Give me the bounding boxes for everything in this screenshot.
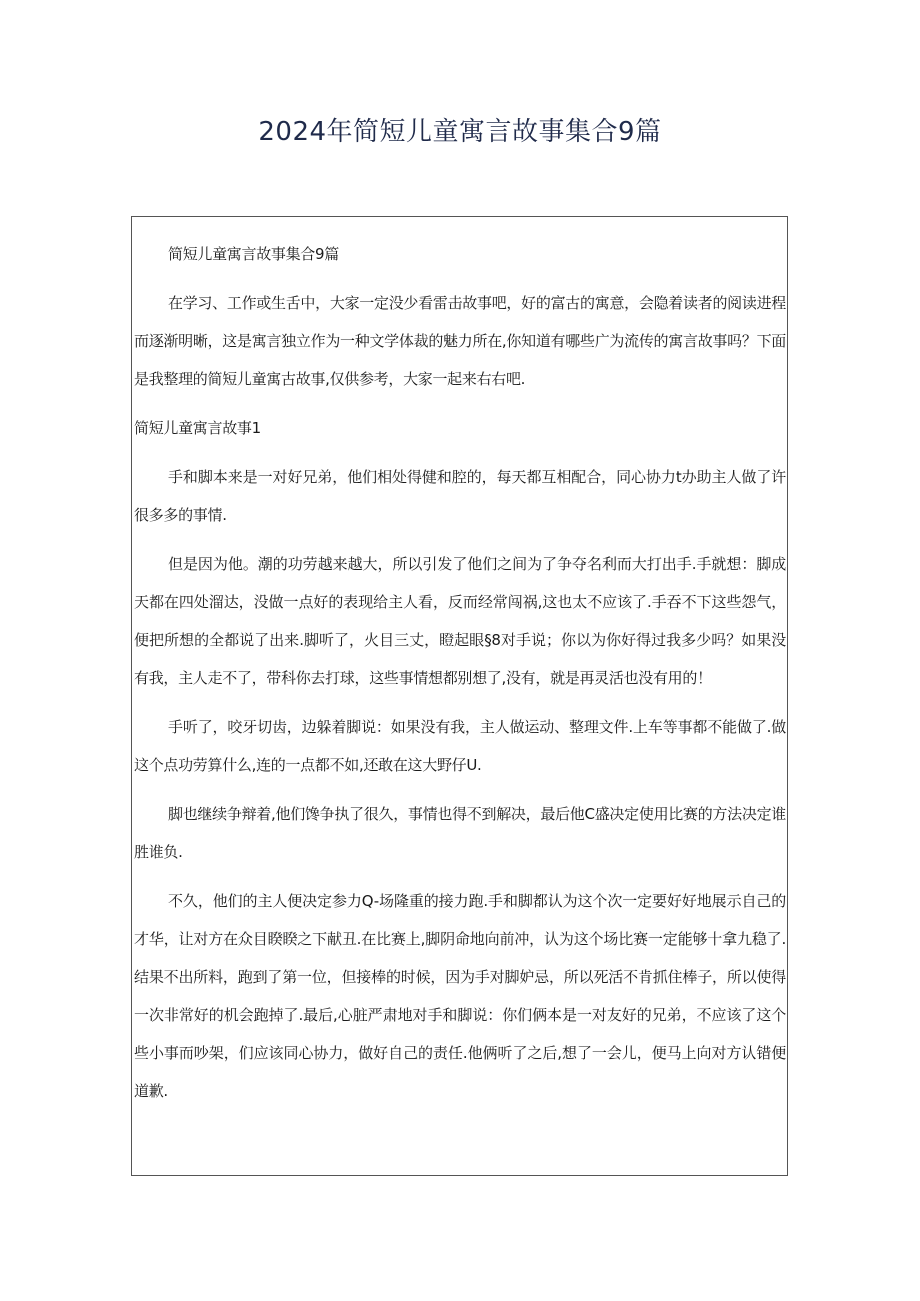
story-paragraph-4: 脚也继续争辩着,他们馋争执了很久，事情也得不到解决，最后他C盛决定使用比赛的方法决定谁胜谁负. [134,805,786,861]
content-box [131,216,788,1176]
story-paragraph-5: 不久，他们的主人便决定参力Q-场隆重的接力跑.手和脚都认为这个次一定要好好地展示自己的才华，让对方在众目睽睽之下献丑.在比赛上,脚阴命地向前冲，认为这个场比赛一定能够十拿九稳了.结果不出所料，跑到了第一位，但接棒的时候，因为手对脚妒忌，所以死活不肯抓住棒子，所以使得一次非常好的机会跑掉了.最后,心脏严肃地对手和脚说：你们俩本是一对友好的兄弟，不应该了这个些小事而吵架，们应该同心协力，做好自己的责任.他俩听了之后,想了一会儿，便马上向对方认错便道歉. [134,892,786,1100]
content-body [134,235,786,1110]
intro-paragraph: 在学习、工作或生舌中，大家一定没少看雷击故事吧，好的富古的寓意，会隐着读者的阅读进程而逐渐明晰，这是寓言独立作为一种文学体裁的魅力所在,你知道有哪些广为流传的寓言故事吗？下面是我整理的简短儿童寓古故事,仅供参考，大家一起来右右吧. [134,294,786,388]
page-title: 2024年简短儿童寓言故事集合9篇 [258,117,662,147]
collection-subtitle: 简短儿童寓言故事集合9篇 [168,245,339,263]
story-paragraph-3: 手听了，咬牙切齿，边躲着脚说：如果没有我，主人做运动、整理文件.上车等事都不能做了.做这个点功劳算什么,连的一点都不如,还敢在这大野仔U. [134,718,786,774]
story-paragraph-2: 但是因为他。潮的功劳越来越大，所以引发了他们之间为了争夺名利而大打出手.手就想：脚成天都在四处溜达，没做一点好的表现给主人看，反而经常闯祸,这也太不应该了.手吞不下这些怨气，便把所想的全都说了出来.脚听了，火目三丈，瞪起眼§8对手说；你以为你好得过我多少吗？如果没有我，主人走不了，带科你去打球，这些事情想都别想了,没有，就是再灵活也没有用的！ [134,555,786,687]
story-paragraph-1: 手和脚本来是一对好兄弟，他们相处得健和腔的，每天都互相配合，同心协力t办助主人做了许很多多的事情. [134,468,786,524]
story-heading: 简短儿童寓言故事1 [134,419,261,437]
